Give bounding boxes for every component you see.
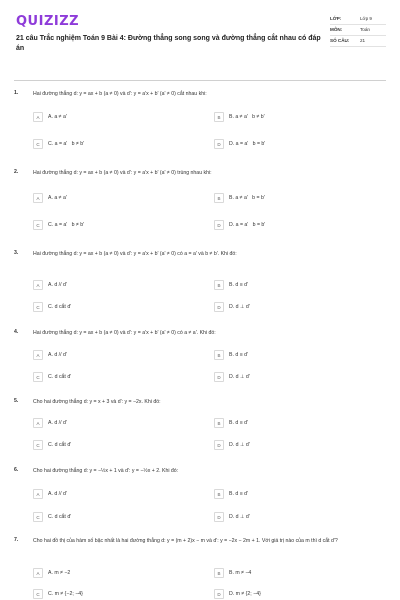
- option-text: C. a = a' b ≠ b': [48, 222, 85, 228]
- option-letter: D: [214, 440, 224, 450]
- option-d[interactable]: [214, 372, 250, 382]
- option-letter: B: [214, 568, 224, 578]
- option-letter: B: [214, 489, 224, 499]
- question-number: 3.: [14, 250, 19, 256]
- option-d[interactable]: [214, 302, 250, 312]
- meta-row-subject: [330, 25, 386, 36]
- option-letter: D: [214, 372, 224, 382]
- question-text: Cho hai đường thẳng d: y = x + 3 và d': y = −2x. Khi đó:: [33, 399, 161, 405]
- option-text: B. d ≡ d': [229, 282, 249, 288]
- option-letter: D: [214, 589, 224, 599]
- option-letter: D: [214, 512, 224, 522]
- option-letter: B: [214, 193, 224, 203]
- option-d[interactable]: [214, 220, 265, 230]
- option-text: D. d ⊥ d': [229, 442, 250, 448]
- meta-row-count: [330, 36, 386, 47]
- option-text: C. d cắt d': [48, 442, 72, 448]
- question-number: 2.: [14, 169, 19, 175]
- option-c[interactable]: [33, 440, 71, 450]
- option-c[interactable]: [33, 372, 71, 382]
- question-5: [14, 398, 386, 458]
- option-text: B. m ≠ −4: [229, 570, 252, 576]
- option-text: A. d // d': [48, 282, 67, 288]
- option-text: D. d ⊥ d': [229, 374, 250, 380]
- option-c[interactable]: [33, 139, 84, 149]
- page-header: [14, 10, 386, 84]
- question-number: 4.: [14, 329, 19, 335]
- option-letter: C: [33, 372, 43, 382]
- meta-label: SỐ CÂU:: [330, 38, 350, 43]
- option-text: A. d // d': [48, 420, 67, 426]
- question-2: [14, 169, 386, 239]
- question-number: 6.: [14, 467, 19, 473]
- option-text: C. d cắt d': [48, 304, 72, 310]
- option-a[interactable]: [33, 568, 70, 578]
- question-text: Hai đường thẳng d: y = ax + b (a ≠ 0) và d': y = a'x + b' (a' ≠ 0) cắt nhau khi:: [33, 91, 207, 97]
- question-text: Hai đường thẳng d: y = ax + b (a ≠ 0) và d': y = a'x + b' (a' ≠ 0) trùng nhau khi:: [33, 170, 212, 176]
- option-letter: B: [214, 350, 224, 360]
- option-letter: C: [33, 512, 43, 522]
- option-letter: A: [33, 350, 43, 360]
- option-letter: A: [33, 193, 43, 203]
- option-d[interactable]: [214, 589, 261, 599]
- option-c[interactable]: [33, 302, 71, 312]
- question-1: [14, 90, 386, 160]
- option-a[interactable]: [33, 350, 67, 360]
- option-b[interactable]: [214, 350, 248, 360]
- option-b[interactable]: [214, 280, 248, 290]
- option-letter: B: [214, 280, 224, 290]
- option-letter: C: [33, 302, 43, 312]
- header-divider: [14, 80, 386, 81]
- option-text: D. d ⊥ d': [229, 304, 250, 310]
- option-letter: D: [214, 302, 224, 312]
- question-number: 5.: [14, 398, 19, 404]
- option-a[interactable]: [33, 193, 67, 203]
- question-text: Hai đường thẳng d: y = ax + b (a ≠ 0) và d': y = a'x + b' (a' ≠ 0) có a = a' và b ≠ b'. Khi đó:: [33, 251, 237, 257]
- option-a[interactable]: [33, 418, 67, 428]
- meta-label: MÔN:: [330, 27, 343, 32]
- option-text: A. m ≠ −2: [48, 570, 71, 576]
- option-text: B. d ≡ d': [229, 420, 249, 426]
- question-3: [14, 250, 386, 320]
- option-letter: B: [214, 112, 224, 122]
- option-letter: A: [33, 568, 43, 578]
- option-letter: A: [33, 489, 43, 499]
- option-text: D. d ⊥ d': [229, 514, 250, 520]
- option-letter: C: [33, 589, 43, 599]
- question-6: [14, 467, 386, 527]
- question-text: Hai đường thẳng d: y = ax + b (a ≠ 0) và d': y = a'x + b' (a' ≠ 0) có a ≠ a'. Khi đó:: [33, 330, 216, 336]
- option-text: B. d ≡ d': [229, 491, 249, 497]
- option-d[interactable]: [214, 139, 265, 149]
- question-number: 7.: [14, 537, 19, 543]
- option-text: C. a = a' b ≠ b': [48, 141, 85, 147]
- option-text: A. a ≠ a': [48, 195, 67, 201]
- option-letter: B: [214, 418, 224, 428]
- option-a[interactable]: [33, 489, 67, 499]
- question-number: 1.: [14, 90, 19, 96]
- option-text: A. d // d': [48, 352, 67, 358]
- question-4: [14, 329, 386, 389]
- option-letter: C: [33, 220, 43, 230]
- option-b[interactable]: [214, 193, 265, 203]
- option-letter: C: [33, 440, 43, 450]
- option-d[interactable]: [214, 512, 250, 522]
- option-letter: A: [33, 280, 43, 290]
- page-title: 21 câu Trắc nghiệm Toán 9 Bài 4: Đường thẳng song song và đường thẳng cắt nhau có đáp án: [16, 35, 321, 52]
- option-text: A. d // d': [48, 491, 67, 497]
- question-7: [14, 537, 386, 600]
- meta-value: 21: [360, 38, 366, 43]
- option-b[interactable]: [214, 568, 251, 578]
- option-letter: D: [214, 139, 224, 149]
- option-b[interactable]: [214, 489, 248, 499]
- option-text: D. a = a' b = b': [229, 141, 266, 147]
- option-text: D. m ≠ {2; −4}: [229, 591, 261, 597]
- option-text: D. a = a' b = b': [229, 222, 266, 228]
- meta-label: LỚP:: [330, 16, 342, 21]
- meta-row-class: [330, 14, 386, 25]
- option-d[interactable]: [214, 440, 250, 450]
- option-text: C. d cắt d': [48, 374, 72, 380]
- option-b[interactable]: [214, 112, 265, 122]
- quizizz-logo: QUIZIZZ: [16, 14, 80, 29]
- option-letter: A: [33, 418, 43, 428]
- option-a[interactable]: [33, 280, 67, 290]
- option-text: C. m ≠ {−2; −4}: [48, 591, 83, 597]
- meta-value: Lớp 9: [360, 16, 372, 21]
- option-text: B. d ≡ d': [229, 352, 249, 358]
- quiz-meta: [330, 14, 386, 47]
- option-c[interactable]: [33, 589, 83, 599]
- option-c[interactable]: [33, 512, 71, 522]
- option-text: A. a ≠ a': [48, 114, 67, 120]
- option-letter: A: [33, 112, 43, 122]
- meta-value: Toán: [360, 27, 370, 32]
- question-text: Cho hai đường thẳng d: y = −½x + 1 và d': y = −½x + 2. Khi đó:: [33, 468, 179, 474]
- option-letter: C: [33, 139, 43, 149]
- option-letter: D: [214, 220, 224, 230]
- option-text: B. a ≠ a' b = b': [229, 195, 265, 201]
- option-b[interactable]: [214, 418, 248, 428]
- option-c[interactable]: [33, 220, 84, 230]
- option-text: B. a ≠ a' b ≠ b': [229, 114, 265, 120]
- option-a[interactable]: [33, 112, 67, 122]
- question-text: Cho hai đồ thị của hàm số bậc nhất là hai đường thẳng d: y = (m + 2)x − m và d': y = −2x − 2m + 1. Với giá trị nào của m thì d cắt d'?: [33, 538, 338, 544]
- option-text: C. d cắt d': [48, 514, 72, 520]
